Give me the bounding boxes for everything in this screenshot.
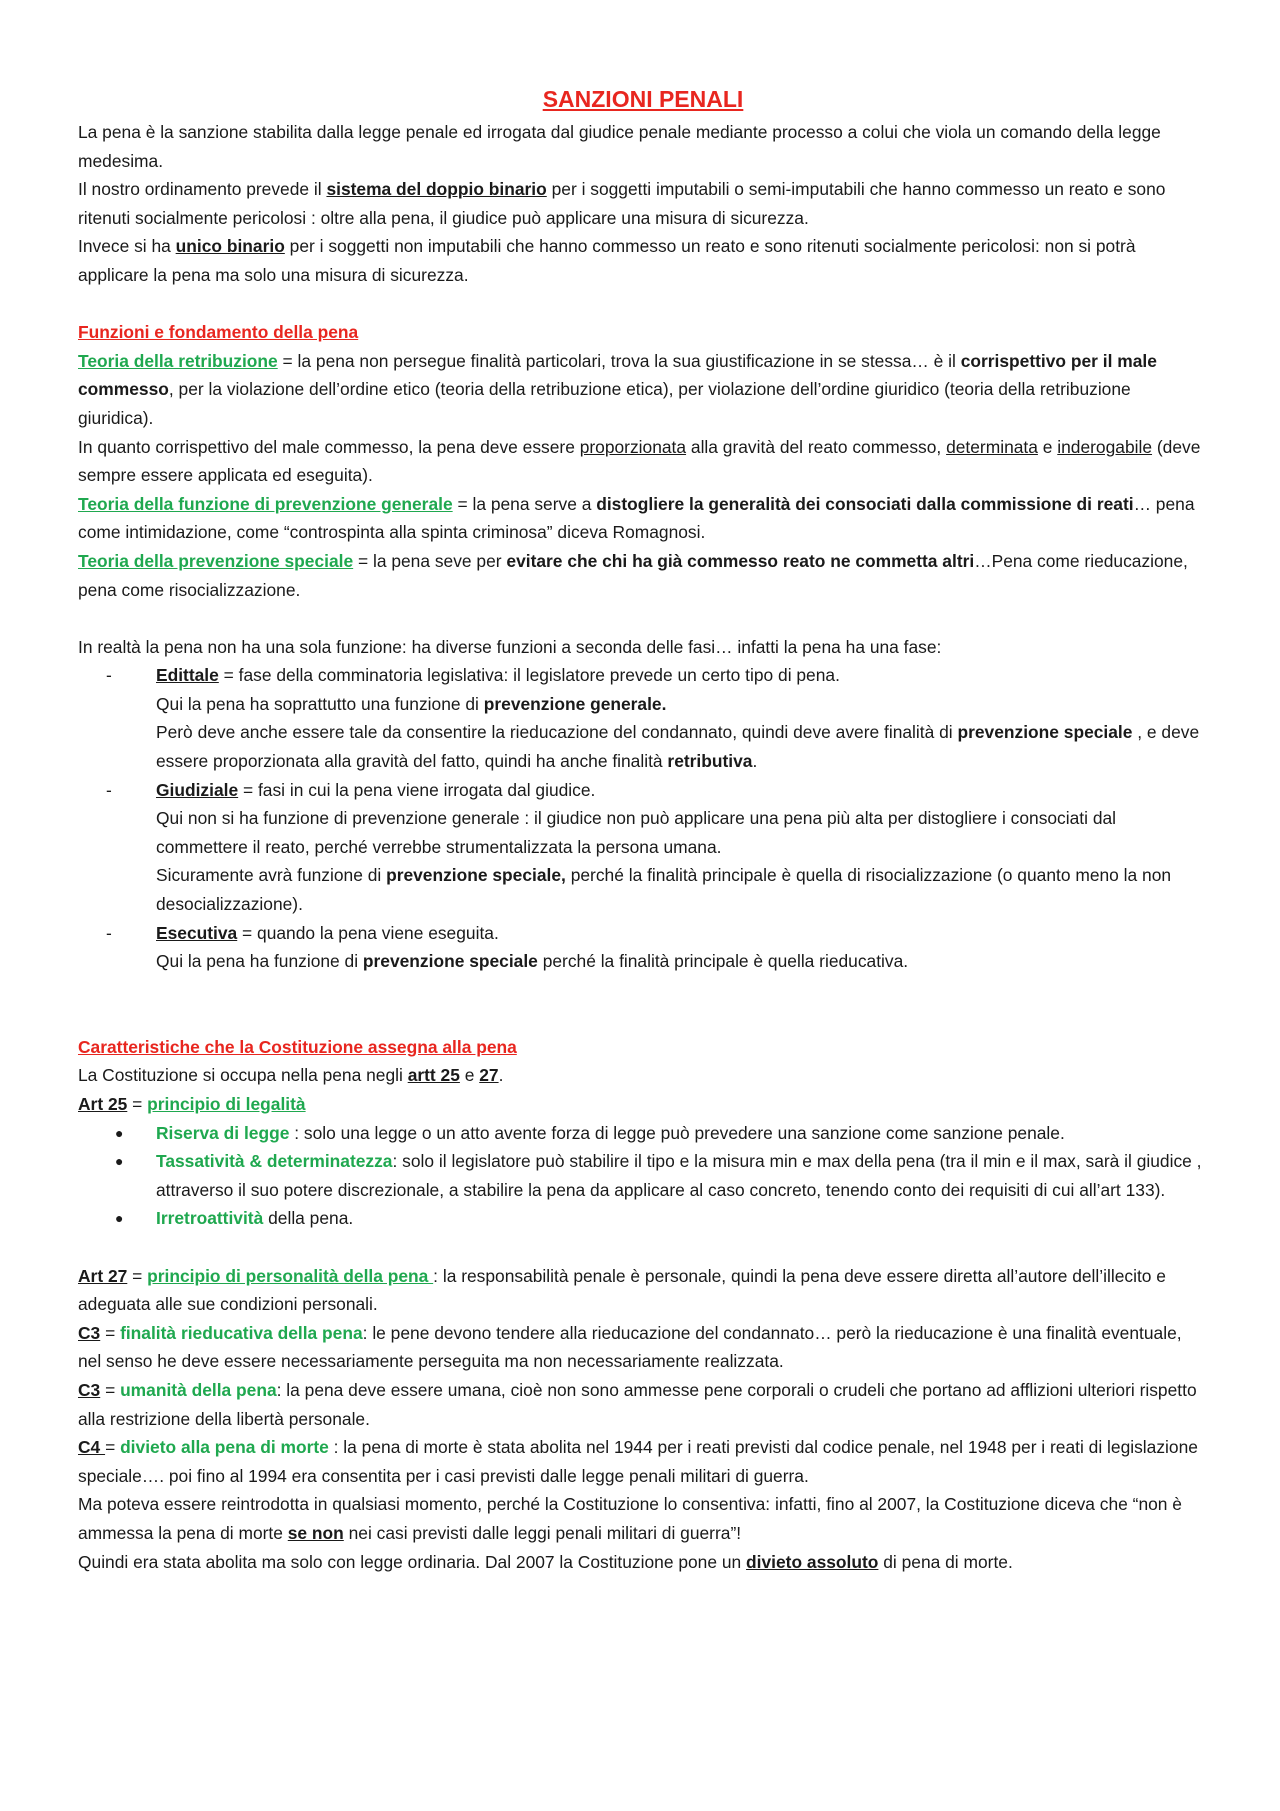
text-run: , per la violazione dell’ordine etico (teoria della retribuzione etica), per violazione dell’ordine giuridico (teoria della retribuzione giuridica). xyxy=(78,379,1131,428)
document-title: SANZIONI PENALI xyxy=(542,86,744,112)
dash-marker: - xyxy=(106,779,112,800)
unico-binario-term: unico binario xyxy=(175,236,285,257)
text-run: La Costituzione si occupa nella pena negli xyxy=(78,1065,408,1086)
text-run: di pena di morte. xyxy=(878,1551,1013,1572)
list-line xyxy=(156,804,1208,861)
text-run: alla gravità del reato commesso, xyxy=(686,436,947,457)
emphasis-term: se non xyxy=(287,1522,344,1543)
teoria-label: Teoria della retribuzione xyxy=(78,350,278,371)
text-run: = xyxy=(127,1094,148,1114)
list-line xyxy=(156,919,1208,948)
section-heading-text: Funzioni e fondamento della pena xyxy=(78,322,359,343)
principle-label: Tassatività & determinatezza xyxy=(156,1151,393,1172)
text-run: Però deve anche essere tale da consentire la rieducazione del condannato, quindi deve avere finalità di xyxy=(156,722,958,743)
bullet-marker: ● xyxy=(115,1210,124,1227)
list-line xyxy=(156,947,1208,976)
divieto-assoluto-paragraph xyxy=(78,1548,1208,1577)
text-run: , e deve essere proporzionata alla gravità del fatto, quindi ha anche finalità xyxy=(156,722,1200,772)
comma-label: C3 xyxy=(78,1379,101,1400)
dash-marker: - xyxy=(106,665,112,686)
text-run: : la pena deve essere umana, cioè non sono ammesse pene corporali o crudeli che portano ad afflizioni ulteriori rispetto alla restrizione della libertà personale. xyxy=(78,1379,1197,1429)
text-run: = fasi in cui la pena viene irrogata dal giudice. xyxy=(238,779,596,800)
list-line xyxy=(156,1119,1208,1148)
bold-term: prevenzione speciale xyxy=(957,722,1133,743)
text-run: Invece si ha xyxy=(78,236,176,257)
underlined-term: inderogabile xyxy=(1057,436,1153,457)
bullet-tassativita xyxy=(78,1147,1208,1204)
prevenzione-speciale-paragraph xyxy=(78,547,1208,604)
principle-title: finalità rieducativa della pena xyxy=(120,1322,363,1343)
text-run: : la pena di morte è stata abolita nel 1944 per i reati previsti dal codice penale, nel 1948 per i reati di legislazione speciale…. poi fino al 1994 era consentita per i casi previsti dalle legge penali militari di guerra. xyxy=(78,1437,1198,1486)
list-line xyxy=(156,861,1208,918)
fase-label: Edittale xyxy=(156,665,219,686)
list-item-esecutiva xyxy=(78,919,1208,976)
text-run: : la responsabilità penale è personale, quindi la pena deve essere diretta all’autore dell’illecito e adeguata alle sue condizioni personali. xyxy=(78,1265,1166,1315)
c4-pena-di-morte-paragraph xyxy=(78,1433,1208,1490)
text-run: = xyxy=(105,1437,121,1458)
text-run: …Pena come rieducazione, pena come risocializzazione. xyxy=(78,550,1188,600)
section-heading-funzioni xyxy=(78,318,1208,347)
document-page xyxy=(78,82,1208,1576)
intro-paragraph-1 xyxy=(78,118,1208,175)
bold-term: evitare che chi ha già commesso reato ne commetta altri xyxy=(506,550,975,571)
text-run: Qui non si ha funzione di prevenzione generale : il giudice non può applicare una pena più alta per distogliere i consociati dal commettere il reato, perché verrebbe strumentalizzata la persona umana. xyxy=(156,808,1117,857)
bullet-marker: ● xyxy=(115,1124,124,1141)
intro-paragraph-2 xyxy=(78,175,1208,232)
section-heading-text: Caratteristiche che la Costituzione assegna alla pena xyxy=(78,1036,517,1057)
text-run: e xyxy=(1037,436,1058,457)
text-run: per i soggetti imputabili o semi-imputabili che hanno commesso un reato e sono ritenuti socialmente pericolosi : oltre alla pena, il giudice può applicare una misura di sicurezza. xyxy=(78,179,1166,228)
list-item-giudiziale xyxy=(78,776,1208,919)
bold-term: corrispettivo per il male commesso xyxy=(78,350,1157,400)
article-label: Art 25 xyxy=(78,1094,128,1114)
fase-label: Giudiziale xyxy=(156,779,239,800)
dash-marker: - xyxy=(106,922,112,943)
bold-term: distogliere la generalità dei consociati dalla commissione di reati xyxy=(596,493,1134,514)
text-run: Il nostro ordinamento prevede il xyxy=(78,179,327,200)
text-run: Qui la pena ha soprattutto una funzione di xyxy=(156,693,484,714)
text-run: In quanto corrispettivo del male commesso, la pena deve essere xyxy=(78,436,580,457)
text-run: . xyxy=(752,751,758,772)
principle-title: principio di personalità della pena xyxy=(147,1265,434,1286)
c3-umanita-paragraph xyxy=(78,1376,1208,1433)
emphasis-term: divieto assoluto xyxy=(746,1551,879,1572)
costituzione-intro xyxy=(78,1061,1208,1090)
text-run: … pena come intimidazione, come “controspinta alla spinta criminosa” diceva Romagnosi. xyxy=(78,493,1195,543)
underlined-term: proporzionata xyxy=(579,436,687,457)
underlined-term: determinata xyxy=(946,436,1038,457)
text-run: = la pena serve a xyxy=(452,493,597,514)
teoria-retribuzione-paragraph xyxy=(78,347,1208,433)
art25-heading xyxy=(78,1090,1208,1119)
text-run: = fase della comminatoria legislativa: il legislatore prevede un certo tipo di pena. xyxy=(218,665,840,686)
text-run: nei casi previsti dalle leggi penali militari di guerra”! xyxy=(343,1522,742,1543)
list-item-edittale xyxy=(78,661,1208,775)
principle-title: principio di legalità xyxy=(147,1094,306,1114)
text-run: . xyxy=(498,1065,504,1086)
intro-text: La pena è la sanzione stabilita dalla legge penale ed irrogata dal giudice penale mediante processo a colui che viola un comando della legge medesima. xyxy=(78,122,1161,171)
list-line xyxy=(156,718,1208,775)
list-line xyxy=(156,661,1208,690)
text-run: perché la finalità principale è quella di risocializzazione (o quanto meno la non desocializzazione). xyxy=(156,865,1172,915)
text-run: = xyxy=(127,1265,148,1286)
reintroduzione-paragraph xyxy=(78,1490,1208,1547)
text-run: Sicuramente avrà funzione di xyxy=(156,865,387,886)
text-run: per i soggetti non imputabili che hanno commesso un reato e sono ritenuti socialmente pericolosi: non si potrà applicare la pena ma solo una misura di sicurezza. xyxy=(78,236,1136,285)
bullet-marker: ● xyxy=(115,1153,124,1170)
text-run: : le pene devono tendere alla rieducazione del condannato… però la rieducazione è una finalità eventuale, nel senso he deve essere necessariamente perseguita ma non necessariamente realizzata. xyxy=(78,1322,1182,1372)
text-run: (deve sempre essere applicata ed eseguita). xyxy=(78,436,1201,486)
text-run: = quando la pena viene eseguita. xyxy=(237,922,499,943)
text-run: perché la finalità principale è quella rieducativa. xyxy=(537,951,909,972)
c3-rieducativa-paragraph xyxy=(78,1319,1208,1376)
list-line xyxy=(156,1147,1208,1204)
bold-term: prevenzione generale. xyxy=(483,693,667,714)
intro-paragraph-3 xyxy=(78,232,1208,289)
bold-term: prevenzione speciale xyxy=(362,951,538,972)
corrispettivo-paragraph xyxy=(78,433,1208,490)
text-run: In realtà la pena non ha una sola funzione: ha diverse funzioni a seconda delle fasi… infatti la pena ha una fase: xyxy=(78,636,942,657)
text-run: Qui la pena ha funzione di xyxy=(156,951,363,972)
principle-label: Riserva di legge xyxy=(156,1122,290,1143)
list-line xyxy=(156,1204,1208,1233)
section-heading-costituzione xyxy=(78,1033,1208,1062)
fase-label: Esecutiva xyxy=(156,922,238,943)
teoria-label: Teoria della prevenzione speciale xyxy=(78,550,354,571)
prevenzione-generale-paragraph xyxy=(78,490,1208,547)
bullet-riserva-di-legge xyxy=(78,1119,1208,1148)
bold-term: retributiva xyxy=(667,751,753,772)
text-run: Quindi era stata abolita ma solo con legge ordinaria. Dal 2007 la Costituzione pone un xyxy=(78,1551,747,1572)
text-run: Ma poteva essere reintrodotta in qualsiasi momento, perché la Costituzione lo consentiva: infatti, fino al 2007, la Costituzione diceva che “non è ammessa la pena di morte xyxy=(78,1494,1182,1543)
text-run: : solo il legislatore può stabilire il tipo e la misura min e max della pena (tra il min e il max, sarà il giudice , attraverso il suo potere discrezionale, a stabilire la pena da applicare al caso concreto, tenendo conto dei requisiti di cui all’art 133). xyxy=(156,1151,1202,1200)
text-run: = xyxy=(100,1322,121,1343)
text-run: : solo una legge o un atto avente forza di legge può prevedere una sanzione come sanzione penale. xyxy=(289,1122,1065,1143)
principle-title: umanità della pena xyxy=(120,1379,277,1400)
text-run: = xyxy=(100,1379,121,1400)
teoria-label: Teoria della funzione di prevenzione generale xyxy=(78,493,453,514)
article-label: Art 27 xyxy=(78,1265,128,1286)
principle-label: Irretroattività xyxy=(156,1208,264,1229)
bold-term: prevenzione speciale, xyxy=(386,865,566,886)
list-line xyxy=(156,690,1208,719)
art27-paragraph xyxy=(78,1262,1208,1319)
article-ref: artt 25 xyxy=(407,1065,460,1086)
article-ref: 27 xyxy=(479,1065,499,1086)
text-run: = la pena seve per xyxy=(353,550,507,571)
text-run: = la pena non persegue finalità particolari, trova la sua giustificazione in se stessa… è il xyxy=(277,350,961,371)
text-run: della pena. xyxy=(263,1208,354,1229)
doppio-binario-term: sistema del doppio binario xyxy=(326,179,547,200)
bullet-irretroattivita xyxy=(78,1204,1208,1233)
principle-title: divieto alla pena di morte xyxy=(120,1437,329,1458)
comma-label: C4 xyxy=(78,1437,106,1458)
comma-label: C3 xyxy=(78,1322,101,1343)
list-line xyxy=(156,776,1208,805)
fasi-intro xyxy=(78,633,1208,662)
text-run: e xyxy=(459,1065,480,1086)
